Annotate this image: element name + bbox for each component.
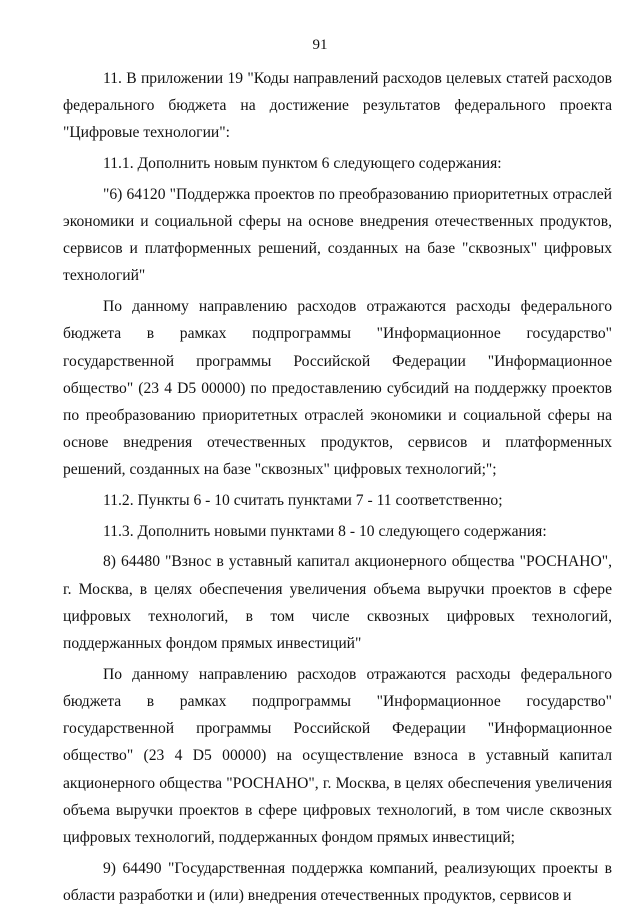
paragraph-item-11-2: 11.2. Пункты 6 - 10 считать пунктами 7 - 11 соответственно; (103, 492, 503, 510)
paragraph-description-64120: По данному направлению расходов отражаются расходы федерального бюджета в рамках подпрограммы "Информационное государство" государственной программы Российской Федерации "Информационное общество" (23 4 D5 00000) по предоставлению субсидий на поддержку проектов по преобразованию приоритетных отраслей экономики и социальной сферы на основе внедрения отечественных продуктов, сервисов и платформенных решений, созданных на базе "сквозных" цифровых технологий;"; (63, 298, 612, 479)
paragraph-item-11-1: 11.1. Дополнить новым пунктом 6 следующего содержания: (103, 155, 502, 173)
document-body (63, 65, 612, 909)
page-number: 91 (312, 37, 328, 53)
paragraph-item-8-code-64480: 8) 64480 "Взнос в уставный капитал акционерного общества "РОСНАНО", г. Москва, в целях обеспечения увеличения объема выручки проектов в сфере цифровых технологий, в том числе сквозных цифровых технологий, поддержанных фондом прямых инвестиций" (63, 553, 612, 653)
paragraph-item-11: 11. В приложении 19 "Коды направлений расходов целевых статей расходов федерального бюджета на достижение результатов федерального проекта "Цифровые технологии": (63, 70, 612, 142)
paragraph-description-64480: По данному направлению расходов отражаются расходы федерального бюджета в рамках подпрограммы "Информационное государство" государственной программы Российской Федерации "Информационное общество" (23 4 D5 00000) на осуществление взноса в уставный капитал акционерного общества "РОСНАНО", г. Москва, в целях обеспечения увеличения объема выручки проектов в сфере цифровых технологий, в том числе сквозных цифровых технологий, поддержанных фондом прямых инвестиций; (63, 665, 612, 846)
paragraph-item-11-3: 11.3. Дополнить новыми пунктами 8 - 10 следующего содержания: (103, 522, 547, 540)
paragraph-item-9-code-64490: 9) 64490 "Государственная поддержка компаний, реализующих проекты в области разработки и (или) внедрения отечественных продуктов, сервисов и (63, 859, 612, 904)
paragraph-item-6-code-64120: "6) 64120 "Поддержка проектов по преобразованию приоритетных отраслей экономики и социальной сферы на основе внедрения отечественных продуктов, сервисов и платформенных решений, созданных на базе "сквозных" цифровых технологий" (63, 185, 612, 285)
